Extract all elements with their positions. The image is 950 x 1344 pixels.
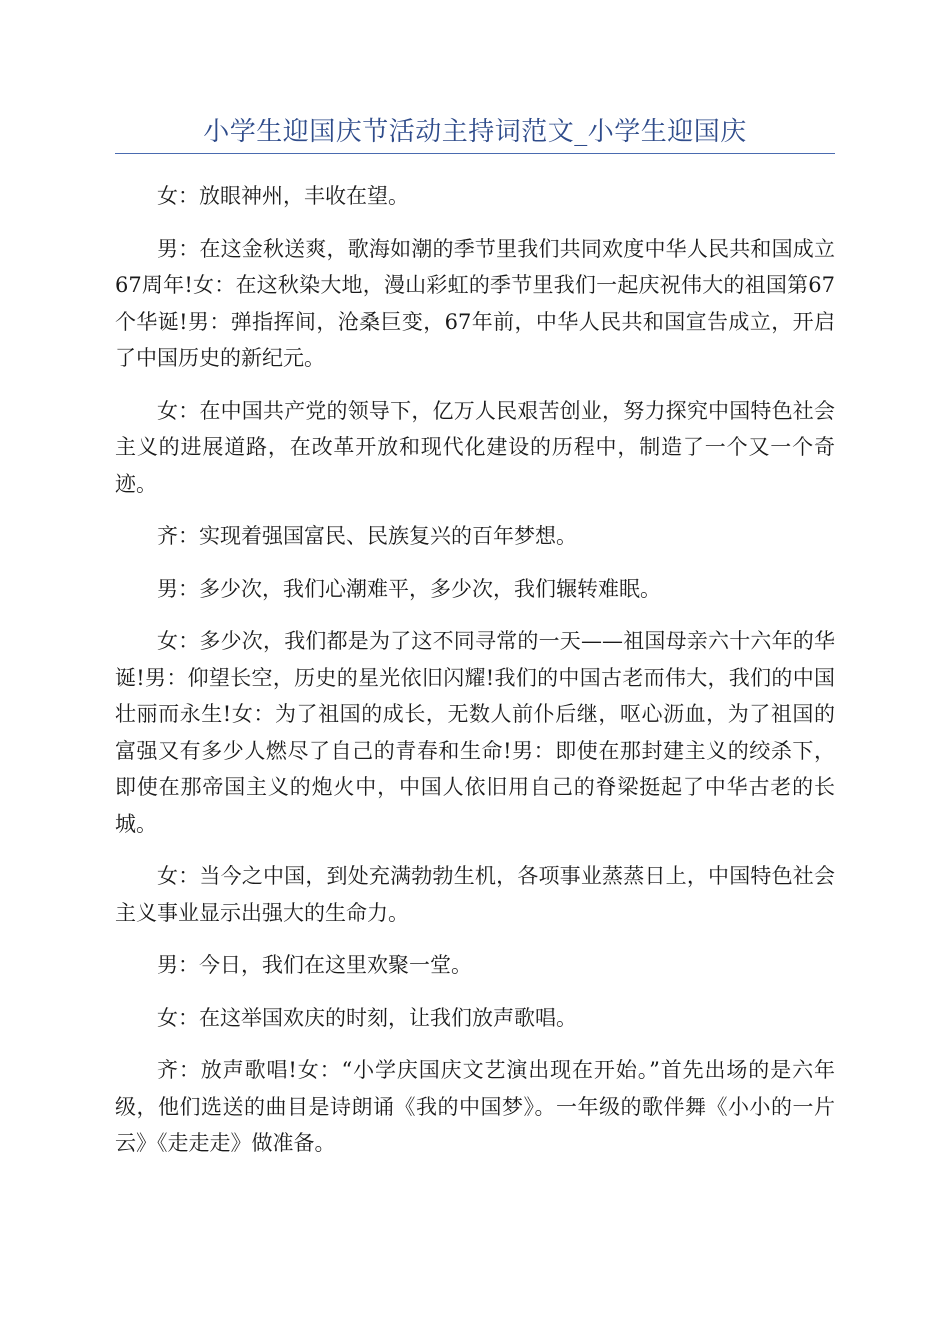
paragraph: 女：放眼神州，丰收在望。: [157, 184, 409, 208]
paragraph: 女：在中国共产党的领导下，亿万人民艰苦创业，努力探究中国特色社会主义的进展道路，在改革开放和现代化建设的历程中，制造了一个又一个奇迹。: [115, 398, 835, 496]
paragraph: 男：多少次，我们心潮难平，多少次，我们辗转难眠。: [157, 576, 661, 601]
paragraph: 女：在这举国欢庆的时刻，让我们放声歌唱。: [157, 1005, 577, 1030]
paragraph: 女：当今之中国，到处充满勃勃生机，各项事业蒸蒸日上，中国特色社会主义事业显示出强大的生命力。: [115, 864, 835, 925]
title-underline: [115, 153, 835, 154]
paragraph: 女：多少次，我们都是为了这不同寻常的一天——祖国母亲六十六年的华诞!男：仰望长空，历史的星光依旧闪耀!我们的中国古老而伟大，我们的中国壮丽而永生!女：为了祖国的成长，无数人前仆后继，呕心沥血，为了祖国的富强又有多少人燃尽了自己的青春和生命!男：即使在那封建主义的绞杀下，即使在那帝国主义的炮火中，中国人依旧用自己的脊梁挺起了中华古老的长城。: [115, 629, 835, 836]
paragraph: 男：今日，我们在这里欢聚一堂。: [157, 953, 472, 977]
document-body: [115, 178, 835, 1178]
paragraph: 男：在这金秋送爽，歌海如潮的季节里我们共同欢度中华人民共和国成立67周年!女：在这秋染大地，漫山彩虹的季节里我们一起庆祝伟大的祖国第67个华诞!男：弹指挥间，沧桑巨变，67年前，中华人民共和国宣告成立，开启了中国历史的新纪元。: [115, 236, 835, 370]
paragraph: 齐：实现着强国富民、民族复兴的百年梦想。: [157, 524, 577, 548]
page-title: 小学生迎国庆节活动主持词范文_小学生迎国庆: [203, 117, 747, 147]
paragraph: 齐：放声歌唱!女：“小学庆国庆文艺演出现在开始。”首先出场的是六年级，他们选送的曲目是诗朗诵《我的中国梦》。一年级的歌伴舞《小小的一片云》《走走走》做准备。: [115, 1058, 835, 1155]
